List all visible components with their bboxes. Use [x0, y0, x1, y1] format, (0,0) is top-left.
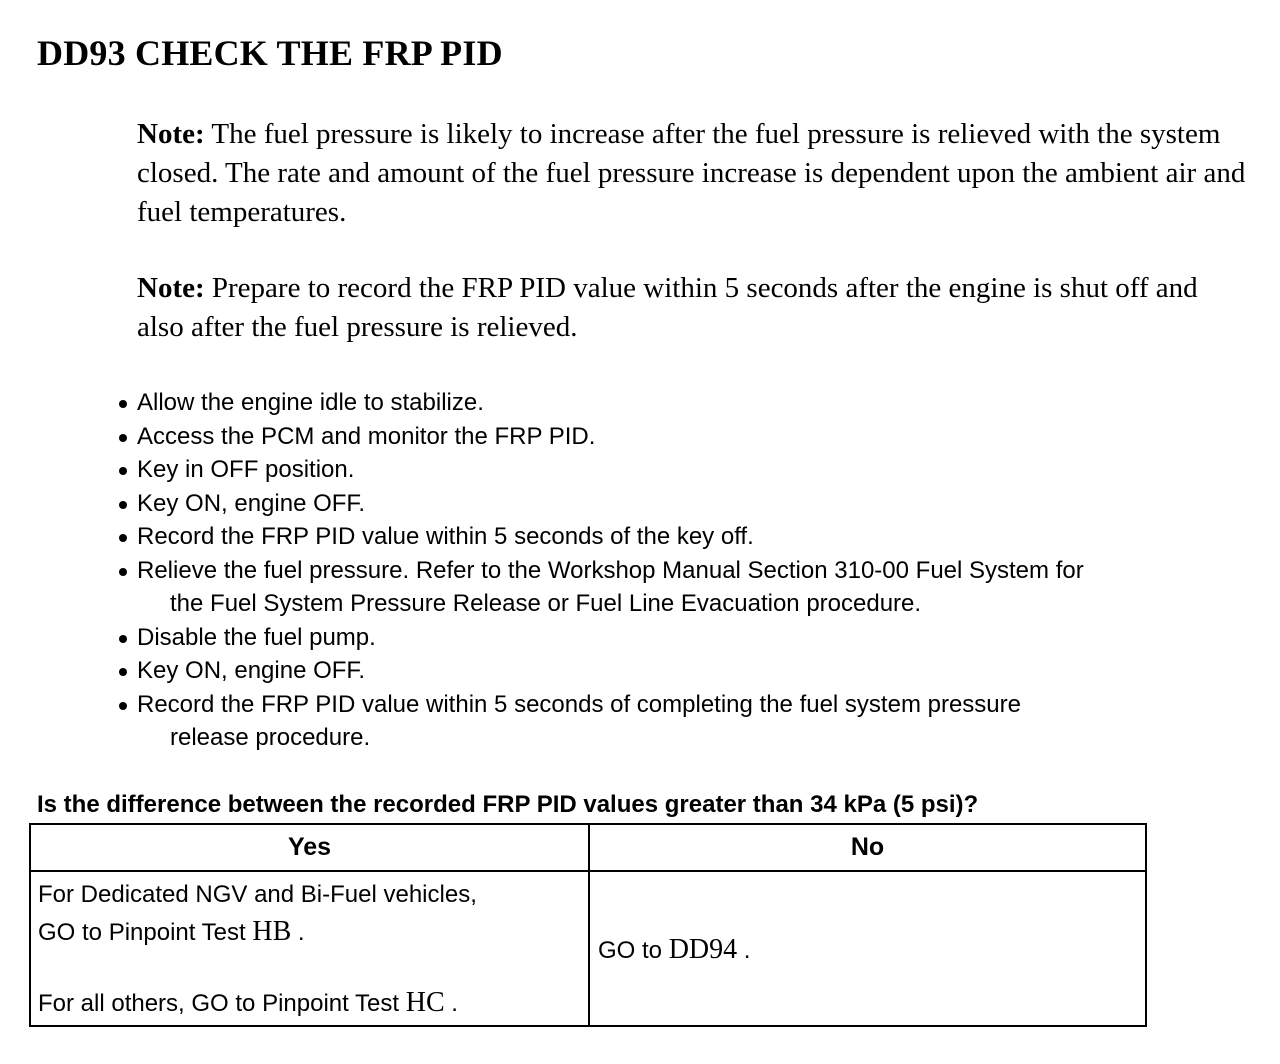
- pinpoint-test-hc-link[interactable]: HC: [405, 987, 445, 1018]
- step-text: Key ON, engine OFF.: [137, 489, 366, 517]
- decision-question: Is the difference between the recorded FRP PID values greater than 34 kPa (5 psi)?: [37, 791, 979, 818]
- table-header-row: [30, 824, 1146, 871]
- bullet-icon: [119, 400, 127, 408]
- bullet-icon: [119, 467, 127, 475]
- yes-line-3-text: For all others, GO to Pinpoint Test: [38, 990, 406, 1017]
- spacer: [38, 951, 588, 984]
- bullet-icon: [119, 434, 127, 442]
- note-1: [137, 115, 1247, 232]
- note-label: Note:: [137, 118, 205, 150]
- yes-line-2-suffix: .: [291, 919, 305, 946]
- yes-cell: [30, 871, 589, 1026]
- no-cell: [589, 871, 1146, 1026]
- list-item: [116, 688, 1256, 755]
- yes-line-2: [38, 913, 588, 951]
- yes-header: Yes: [30, 824, 589, 871]
- bullet-icon: [119, 568, 127, 576]
- list-item: [116, 554, 1256, 621]
- procedure-steps-list: [116, 386, 1256, 755]
- list-item: [116, 453, 1256, 487]
- list-item: [116, 654, 1256, 688]
- step-text-continued: the Fuel System Pressure Release or Fuel Line Evacuation procedure.: [170, 590, 922, 617]
- list-item: [116, 621, 1256, 655]
- step-text: Allow the engine idle to stabilize.: [137, 389, 484, 416]
- step-text: Record the FRP PID value within 5 seconds of the key off.: [137, 523, 754, 550]
- no-header: No: [589, 824, 1146, 871]
- step-text-continued: release procedure.: [170, 724, 371, 751]
- step-text: Relieve the fuel pressure. Refer to the Workshop Manual Section 310-00 Fuel System for: [137, 556, 1084, 584]
- step-text: Record the FRP PID value within 5 seconds of completing the fuel system pressure: [137, 690, 1021, 718]
- decision-table: [29, 823, 1147, 1027]
- list-item: [116, 386, 1256, 420]
- bullet-icon: [119, 635, 127, 643]
- step-text: Key ON, engine OFF.: [137, 657, 366, 684]
- list-item: [116, 520, 1256, 554]
- dd94-link[interactable]: DD94: [668, 933, 738, 965]
- no-text: GO to: [598, 936, 669, 964]
- list-item: [116, 487, 1256, 521]
- yes-line-3: [38, 984, 588, 1022]
- bullet-icon: [119, 501, 127, 509]
- note-text: Prepare to record the FRP PID value within 5 seconds after the engine is shut off and also after the fuel pressure is relieved.: [137, 272, 1198, 343]
- note-label: Note:: [137, 272, 205, 304]
- note-2: [137, 269, 1247, 347]
- note-text: The fuel pressure is likely to increase after the fuel pressure is relieved with the system closed. The rate and amount of the fuel pressure increase is dependent upon the ambient air and fuel temperatures.: [137, 118, 1246, 228]
- step-text: Key in OFF position.: [137, 456, 355, 483]
- bullet-icon: [119, 702, 127, 710]
- page-title: DD93 CHECK THE FRP PID: [37, 33, 503, 73]
- bullet-icon: [119, 668, 127, 676]
- yes-line-1: For Dedicated NGV and Bi-Fuel vehicles,: [38, 881, 477, 908]
- bullet-icon: [119, 534, 127, 542]
- step-text: Disable the fuel pump.: [137, 623, 376, 651]
- table-row: [30, 871, 1146, 1026]
- list-item: [116, 420, 1256, 454]
- yes-line-2-text: GO to Pinpoint Test: [38, 919, 253, 946]
- step-text: Access the PCM and monitor the FRP PID.: [137, 422, 596, 450]
- yes-line-3-suffix: .: [444, 990, 458, 1017]
- no-suffix: .: [737, 936, 751, 964]
- pinpoint-test-hb-link[interactable]: HB: [252, 916, 292, 947]
